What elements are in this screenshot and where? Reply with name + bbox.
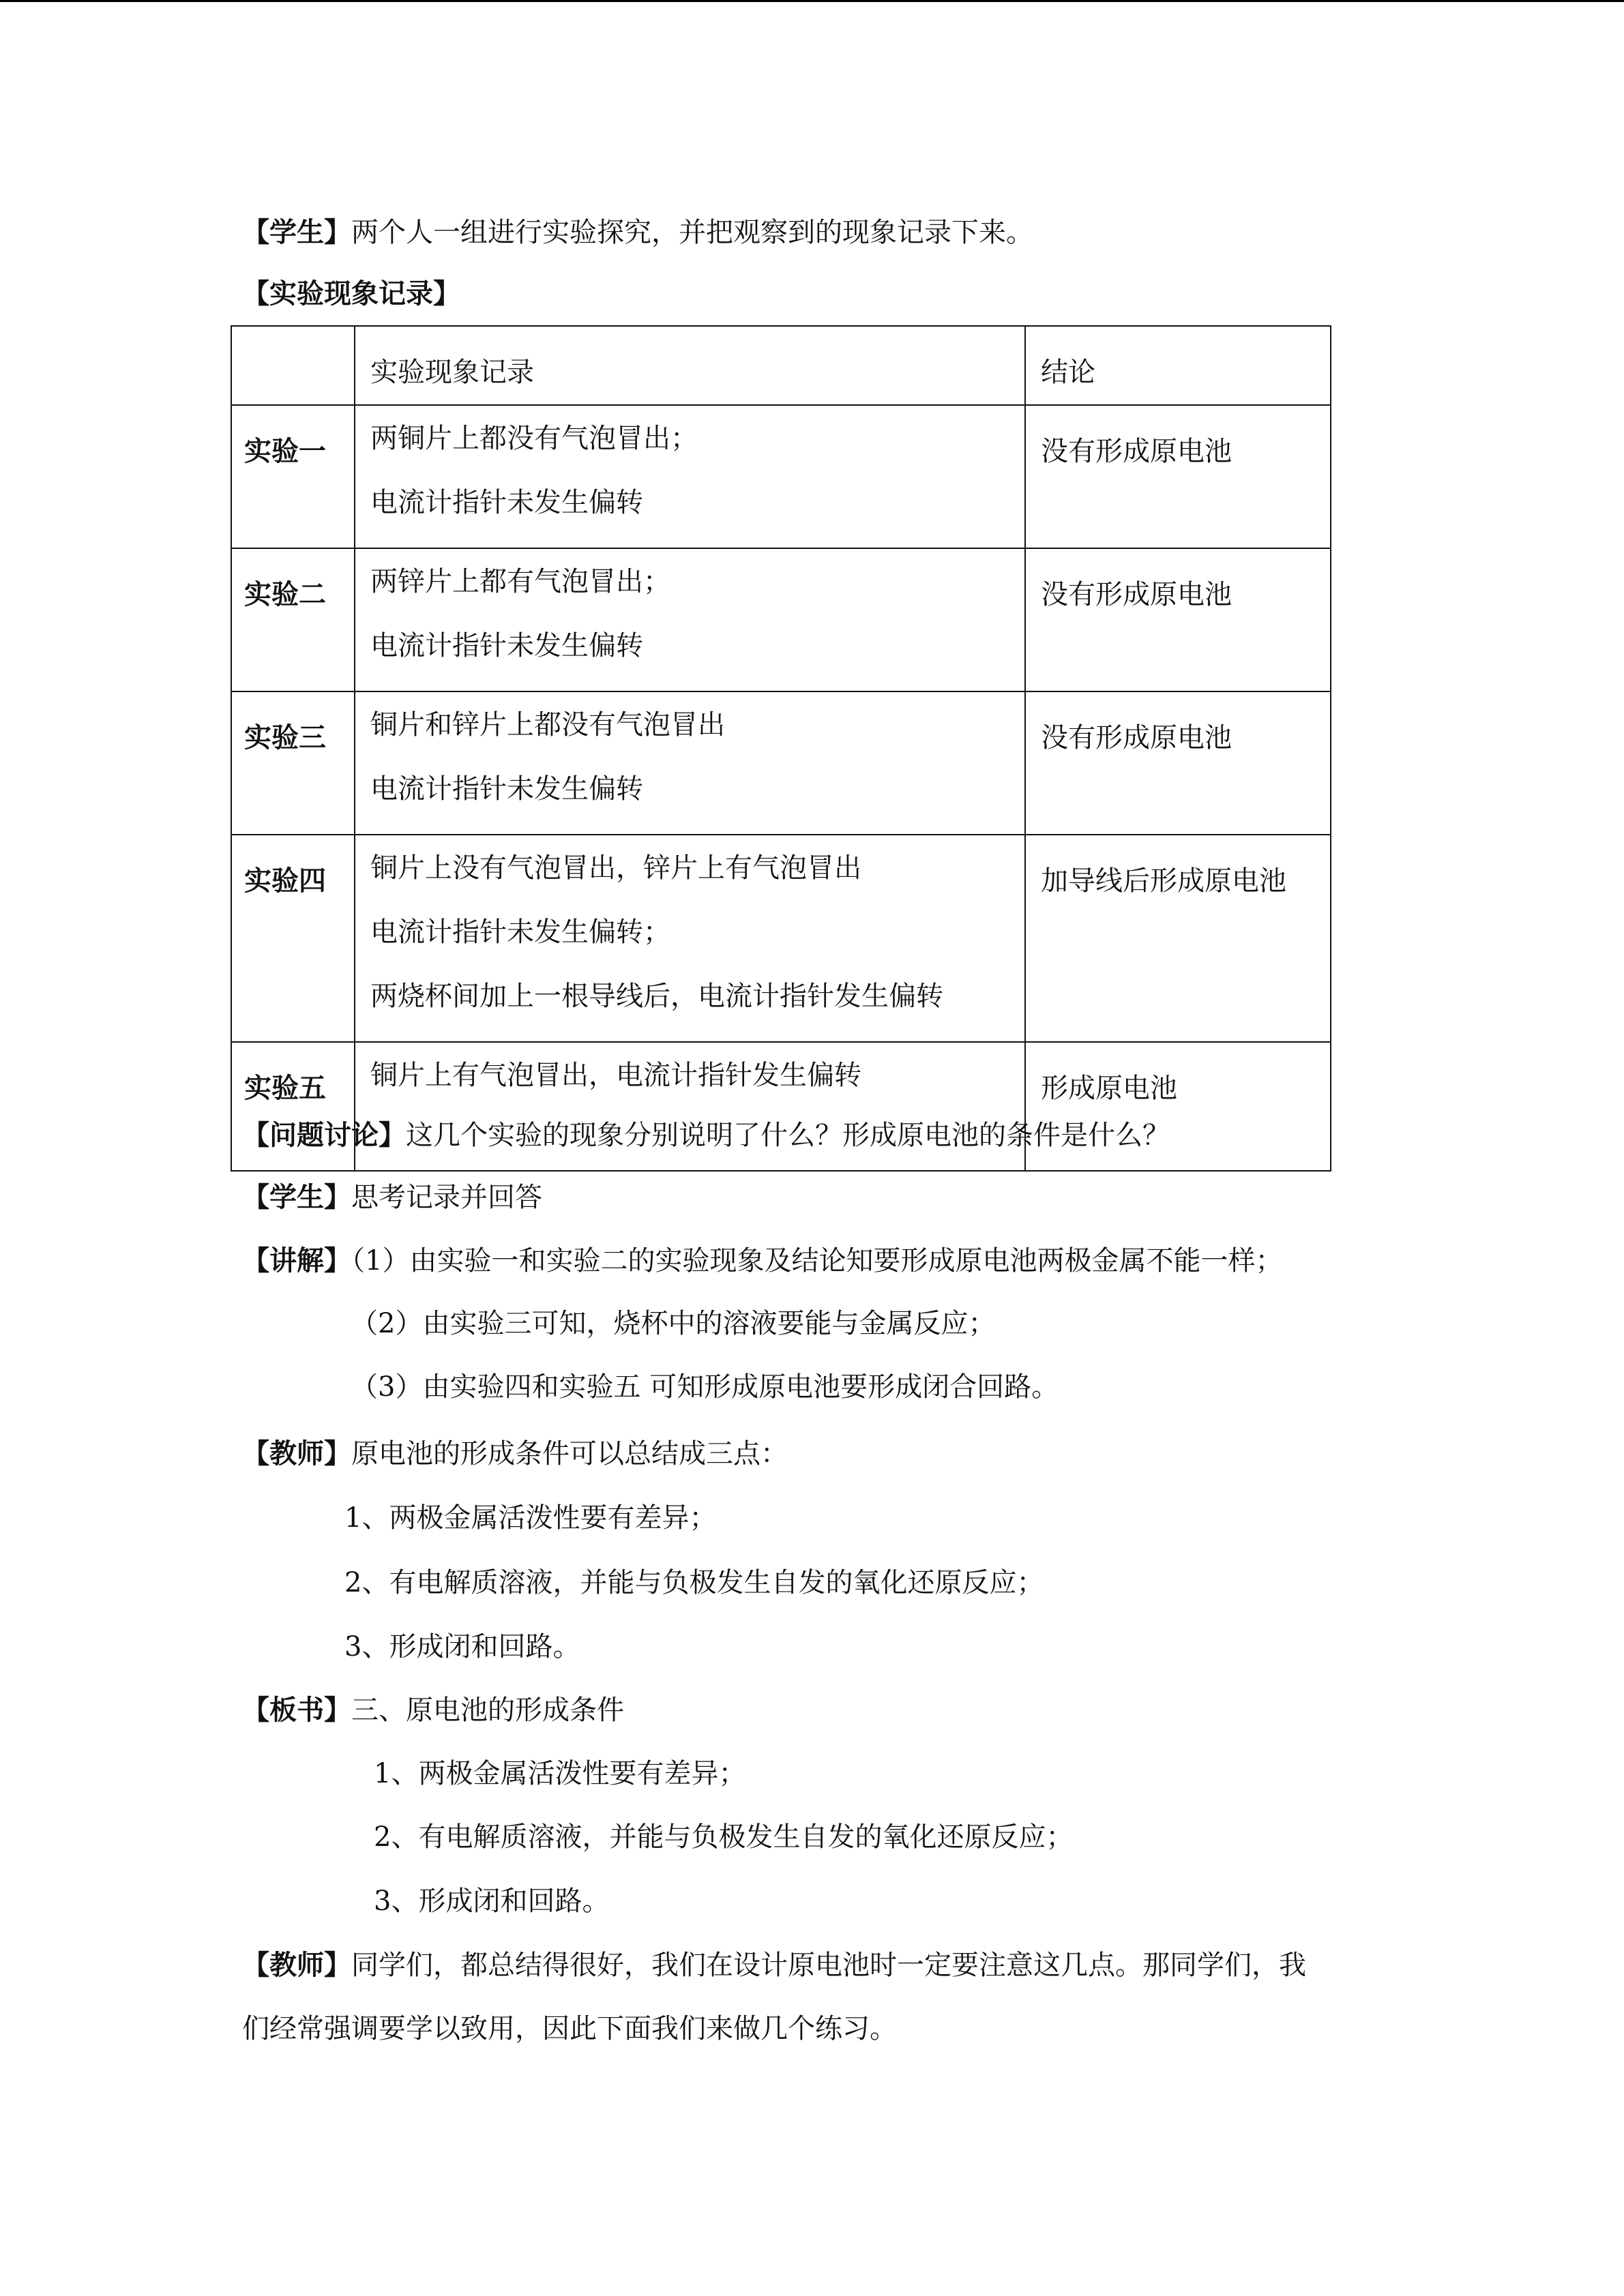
table-header-empty: [231, 326, 355, 405]
conclusion-cell: 形成原电池: [1025, 1042, 1331, 1171]
observation-line: 两烧杯间加上一根导线后，电流计指针发生偏转: [370, 981, 943, 1012]
table-row: [231, 691, 1331, 835]
explain-paragraph: [242, 1242, 1282, 1280]
table-header-conclusion: 结论: [1025, 326, 1331, 405]
observation-line: 铜片和锌片上都没有气泡冒出: [370, 709, 725, 741]
board-tag: 【板书】: [242, 1695, 351, 1726]
observation-line: 铜片上没有气泡冒出，锌片上有气泡冒出: [370, 852, 861, 884]
explain-item: （3）由实验四和实验五 可知形成原电池要形成闭合回路。: [351, 1371, 1059, 1403]
teacher-list-item: 3、形成闭和回路。: [344, 1631, 580, 1663]
board-list-item: 3、形成闭和回路。: [374, 1885, 610, 1917]
teacher-paragraph: [242, 1435, 788, 1473]
discussion-text: 这几个实验的现象分别说明了什么？形成原电池的条件是什么？: [406, 1120, 1170, 1151]
experiment-label: 实验五: [231, 1042, 355, 1171]
board-paragraph: [242, 1691, 624, 1729]
intro-paragraph: [242, 213, 1033, 252]
board-list-item: 2、有电解质溶液，并能与负极发生自发的氧化还原反应；: [374, 1821, 1074, 1853]
student-text: 思考记录并回答: [351, 1182, 542, 1213]
observation-line: 两锌片上都有气泡冒出；: [370, 566, 670, 597]
observation-line: 电流计指针未发生偏转: [370, 487, 643, 518]
observation-cell: [355, 835, 1025, 1042]
board-text: 三、原电池的形成条件: [351, 1695, 624, 1726]
explain-item: （1）由实验一和实验二的实验现象及结论知要形成原电池两极金属不能一样；: [351, 1245, 1283, 1277]
observation-line: 电流计指针未发生偏转；: [370, 916, 670, 948]
explain-tag: 【讲解】: [242, 1245, 351, 1277]
observation-line: 电流计指针未发生偏转: [370, 630, 643, 661]
experiment-label: 实验四: [231, 835, 355, 1042]
experiment-label: 实验三: [231, 691, 355, 835]
teacher-list-item: 1、两极金属活泼性要有差异；: [344, 1502, 717, 1534]
intro-text: 两个人一组进行实验探究，并把观察到的现象记录下来。: [351, 217, 1033, 248]
conclusion-cell: 没有形成原电池: [1025, 548, 1331, 691]
intro-tag: 【学生】: [242, 217, 351, 248]
discussion-paragraph: [242, 1116, 1170, 1154]
student-tag: 【学生】: [242, 1182, 351, 1213]
teacher-list-item: 2、有电解质溶液，并能与负极发生自发的氧化还原反应；: [344, 1567, 1044, 1598]
observation-line: 电流计指针未发生偏转: [370, 773, 643, 805]
board-list-item: 1、两极金属活泼性要有差异；: [374, 1758, 746, 1789]
experiment-label: 实验一: [231, 405, 355, 548]
conclusion-cell: 加导线后形成原电池: [1025, 835, 1331, 1042]
table-row: [231, 548, 1331, 691]
observation-line: 铜片上有气泡冒出，电流计指针发生偏转: [370, 1060, 861, 1091]
conclusion-cell: 没有形成原电池: [1025, 405, 1331, 548]
explain-item: （2）由实验三可知，烧杯中的溶液要能与金属反应；: [351, 1308, 996, 1339]
table-header-row: [231, 326, 1331, 405]
observation-cell: [355, 548, 1025, 691]
teacher-closing-paragraph: [242, 1946, 1306, 1984]
observation-cell: [355, 691, 1025, 835]
experiment-label: 实验二: [231, 548, 355, 691]
experiment-record-table: [231, 325, 1331, 1172]
conclusion-cell: 没有形成原电池: [1025, 691, 1331, 835]
teacher-text: 原电池的形成条件可以总结成三点：: [351, 1438, 788, 1470]
record-title: 【实验现象记录】: [242, 278, 460, 310]
observation-cell: [355, 405, 1025, 548]
teacher-tag: 【教师】: [242, 1438, 351, 1470]
table-header-record: 实验现象记录: [355, 326, 1025, 405]
student-answer-paragraph: [242, 1178, 542, 1217]
teacher-closing-line2: 们经常强调要学以致用，因此下面我们来做几个练习。: [242, 2013, 897, 2044]
teacher-closing-line1: 同学们，都总结得很好，我们在设计原电池时一定要注意这几点。那同学们，我: [351, 1950, 1306, 1981]
table-row: [231, 405, 1331, 548]
observation-line: 两铜片上都没有气泡冒出；: [370, 423, 698, 454]
table-row: [231, 835, 1331, 1042]
discussion-tag: 【问题讨论】: [242, 1120, 406, 1151]
teacher-closing-tag: 【教师】: [242, 1950, 351, 1981]
